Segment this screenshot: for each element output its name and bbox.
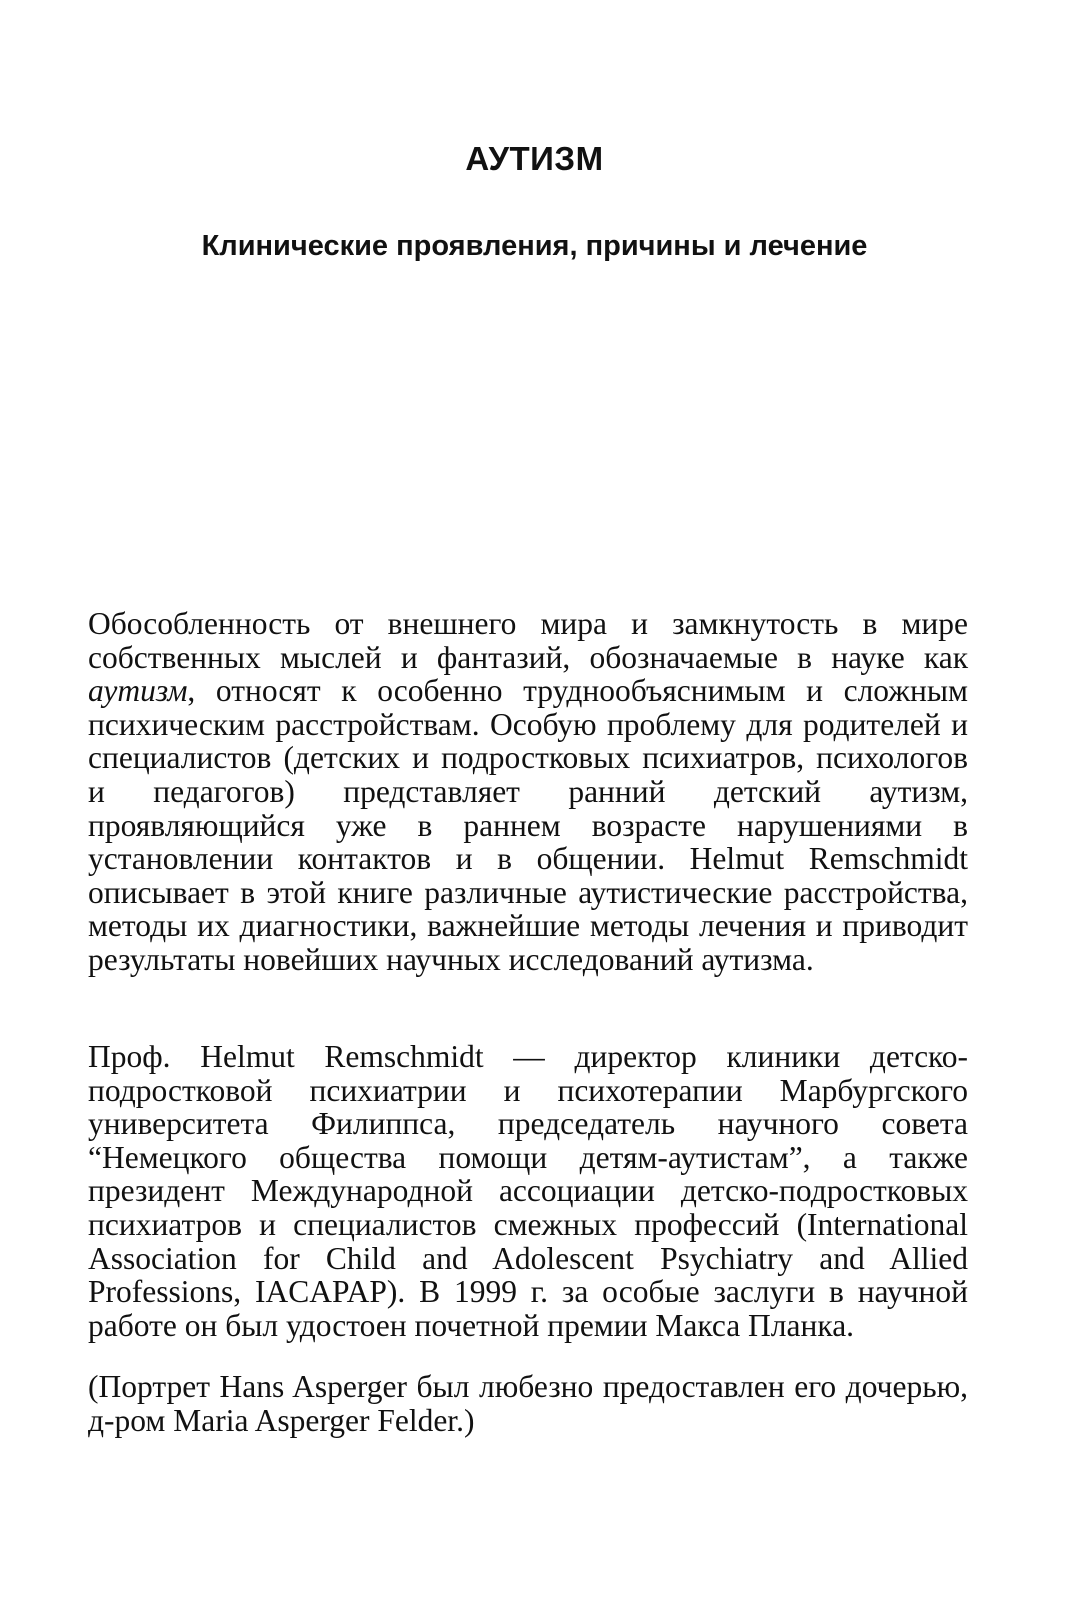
description-text-end: , относят к особенно труднообъяснимым и сложным психическим расстройствам. Особую проблему для родителей и специалистов (детских и подростковых психиатров, психологов и педагогов) представляет ранний детский аутизм, проявляющийся уже в раннем возрасте нарушениями в установлении контактов и в общении. Helmut Remschmidt описывает в этой книге различные аутистические расстройства, методы их диагностики, важнейшие методы лечения и приводит результаты новейших научных исследований аутизма. (88, 673, 968, 977)
italic-term: аутизм (88, 673, 188, 709)
author-bio-paragraph: Проф. Helmut Remschmidt — директор клиники детско-подростковой психиатрии и психотерапии Марбургского университета Филиппса, председатель научного совета “Немецкого общества помощи детям-аутистам”, а также президент Международной ассоциации детско-подростковых психиатров и специалистов смежных профессий (International Association for Child and Adolescent Psychiatry and Allied Professions, IACAPAP). В 1999 г. за особые заслуги в научной работе он был удостоен почетной премии Макса Планка. (88, 1039, 968, 1343)
portrait-credit-paragraph: (Портрет Hans Asperger был любезно предоставлен его дочерью, д-ром Maria Asperger Felder.) (88, 1369, 968, 1438)
page-subtitle: Клинические проявления, причины и лечение (201, 230, 868, 262)
description-paragraph (88, 607, 968, 977)
description-text-start: Обособленность от внешнего мира и замкнутость в мире собственных мыслей и фантазий, обозначаемые в науке как (88, 606, 968, 675)
page-title: АУТИЗМ (465, 140, 604, 177)
